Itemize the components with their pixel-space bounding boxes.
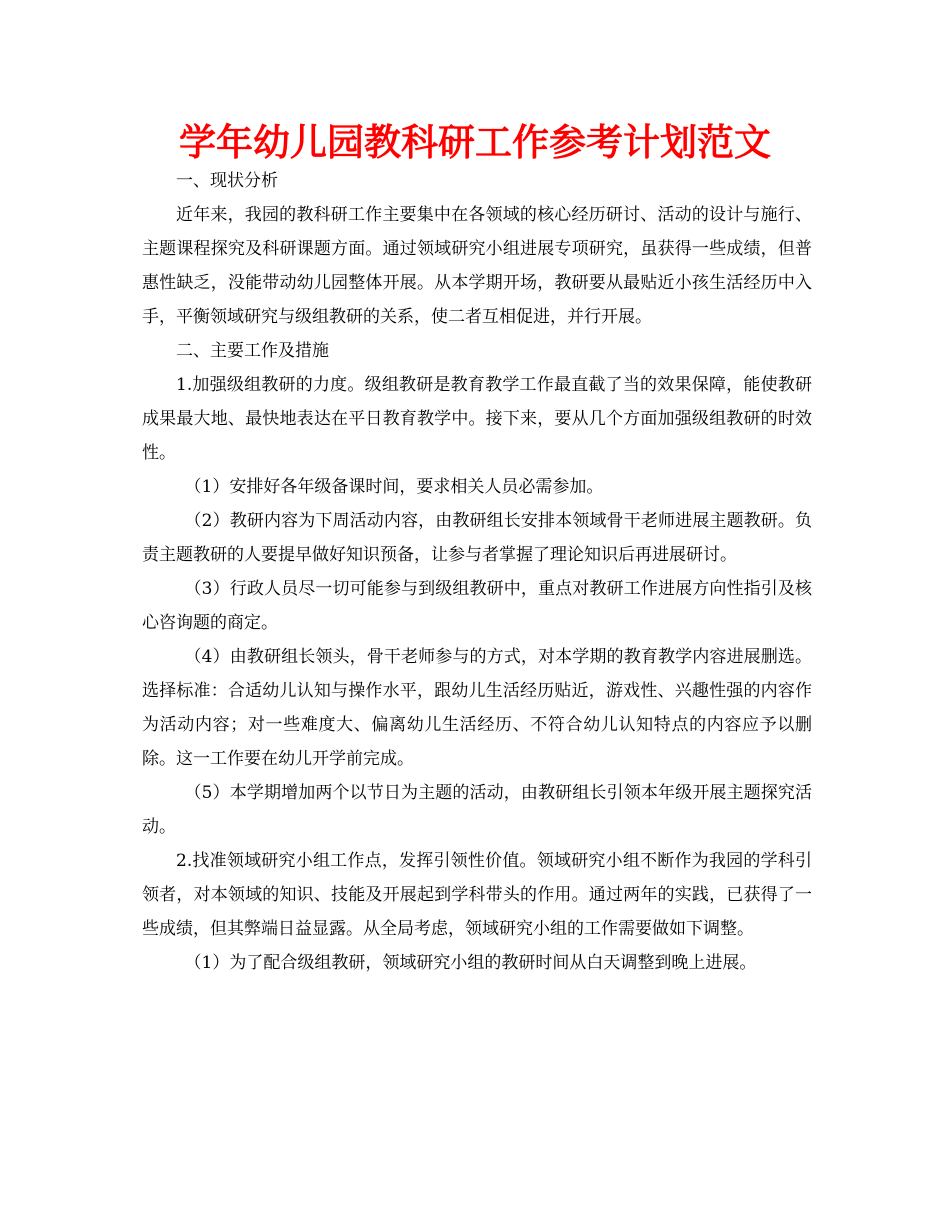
paragraph-measure-2: 2.找准领域研究小组工作点，发挥引领性价值。领域研究小组不断作为我园的学科引领者，对本领域的知识、技能及开展起到学科带头的作用。通过两年的实践，已获得了一些成绩，但其弊端日益显露。从全局考虑，领域研究小组的工作需要做如下调整。 (142, 851, 812, 939)
list-item-1-5: （5）本学期增加两个以节日为主题的活动，由教研组长引领本年级开展主题探究活动。 (142, 783, 812, 837)
list-item-1-1: （1）安排好各年级备课时间，要求相关人员必需参加。 (184, 477, 604, 497)
document-body (142, 164, 812, 980)
paragraph-measure-1: 1.加强级组教研的力度。级组教研是教育教学工作最直截了当的效果保障，能使教研成果最大地、最快地表达在平日教育教学中。接下来，要从几个方面加强级组教研的时效性。 (142, 375, 812, 463)
paragraph-status-analysis: 近年来，我园的教科研工作主要集中在各领域的核心经历研讨、活动的设计与施行、主题课程探究及科研课题方面。通过领域研究小组进展专项研究，虽获得一些成绩，但普惠性缺乏，没能带动幼儿园整体开展。从本学期开场，教研要从最贴近小孩生活经历中入手，平衡领域研究与级组教研的关系，使二者互相促进，并行开展。 (142, 205, 812, 327)
list-item-1-2: （2）教研内容为下周活动内容，由教研组长安排本领域骨干老师进展主题教研。负责主题教研的人要提早做好知识预备，让参与者掌握了理论知识后再进展研讨。 (142, 511, 812, 565)
list-item-1-4: （4）由教研组长领头，骨干老师参与的方式，对本学期的教育教学内容进展删选。选择标准：合适幼儿认知与操作水平，跟幼儿生活经历贴近，游戏性、兴趣性强的内容作为活动内容；对一些难度大、偏离幼儿生活经历、不符合幼儿认知特点的内容应予以删除。这一工作要在幼儿开学前完成。 (142, 647, 812, 769)
list-item-2-1: （1）为了配合级组教研，领域研究小组的教研时间从白天调整到晚上进展。 (184, 953, 757, 973)
document-title: 学年幼儿园教科研工作参考计划范文 (179, 121, 771, 164)
list-item-1-3: （3）行政人员尽一切可能参与到级组教研中，重点对教研工作进展方向性指引及核心咨询题的商定。 (142, 579, 812, 633)
section-heading-status: 一、现状分析 (176, 171, 278, 191)
section-heading-measures: 二、主要工作及措施 (176, 341, 329, 361)
